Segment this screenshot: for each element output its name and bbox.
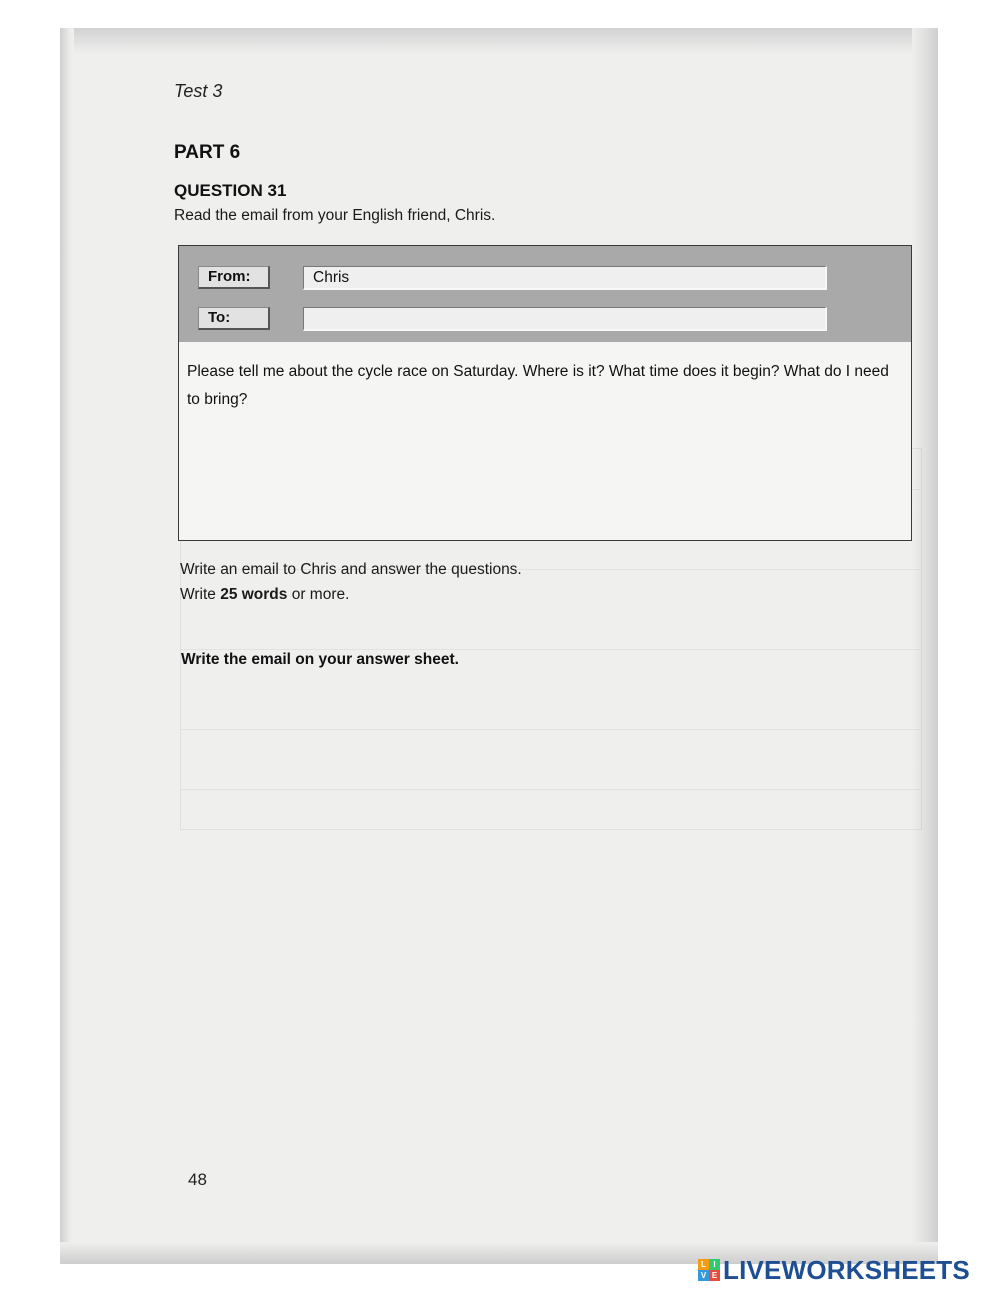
instruction-text: Read the email from your English friend, Chris. xyxy=(174,207,496,224)
page-edge-left xyxy=(60,28,74,1264)
email-body: Please tell me about the cycle race on Saturday. Where is it? What time does it begin? What do I need to bring? xyxy=(187,363,889,408)
page-edge-top xyxy=(60,28,938,54)
to-label: To: xyxy=(198,307,270,330)
logo-letter: E xyxy=(709,1270,720,1281)
liveworksheets-brand[interactable] xyxy=(698,1256,970,1284)
email-header xyxy=(179,246,911,342)
page-number: 48 xyxy=(188,1170,207,1189)
logo-letter: V xyxy=(698,1270,709,1281)
word-count: 25 words xyxy=(220,586,288,603)
answer-sheet-note: Write the email on your answer sheet. xyxy=(181,651,459,668)
liveworksheets-logo-icon xyxy=(698,1259,720,1281)
from-label: From: xyxy=(198,266,270,289)
to-field xyxy=(303,307,827,331)
logo-letter: I xyxy=(709,1259,720,1270)
brand-name: LIVEWORKSHEETS xyxy=(723,1254,970,1285)
question-title: QUESTION 31 xyxy=(174,181,287,200)
from-field: Chris xyxy=(303,266,827,290)
part-title: PART 6 xyxy=(174,142,241,163)
email-card xyxy=(178,245,912,541)
task-line2-suffix: or more. xyxy=(287,586,350,603)
test-label: Test 3 xyxy=(174,81,223,101)
task-instruction-1: Write an email to Chris and answer the questions. xyxy=(180,561,522,578)
task-instruction-2 xyxy=(180,586,349,604)
task-line2-prefix: Write xyxy=(180,586,221,603)
logo-letter: L xyxy=(698,1259,709,1270)
